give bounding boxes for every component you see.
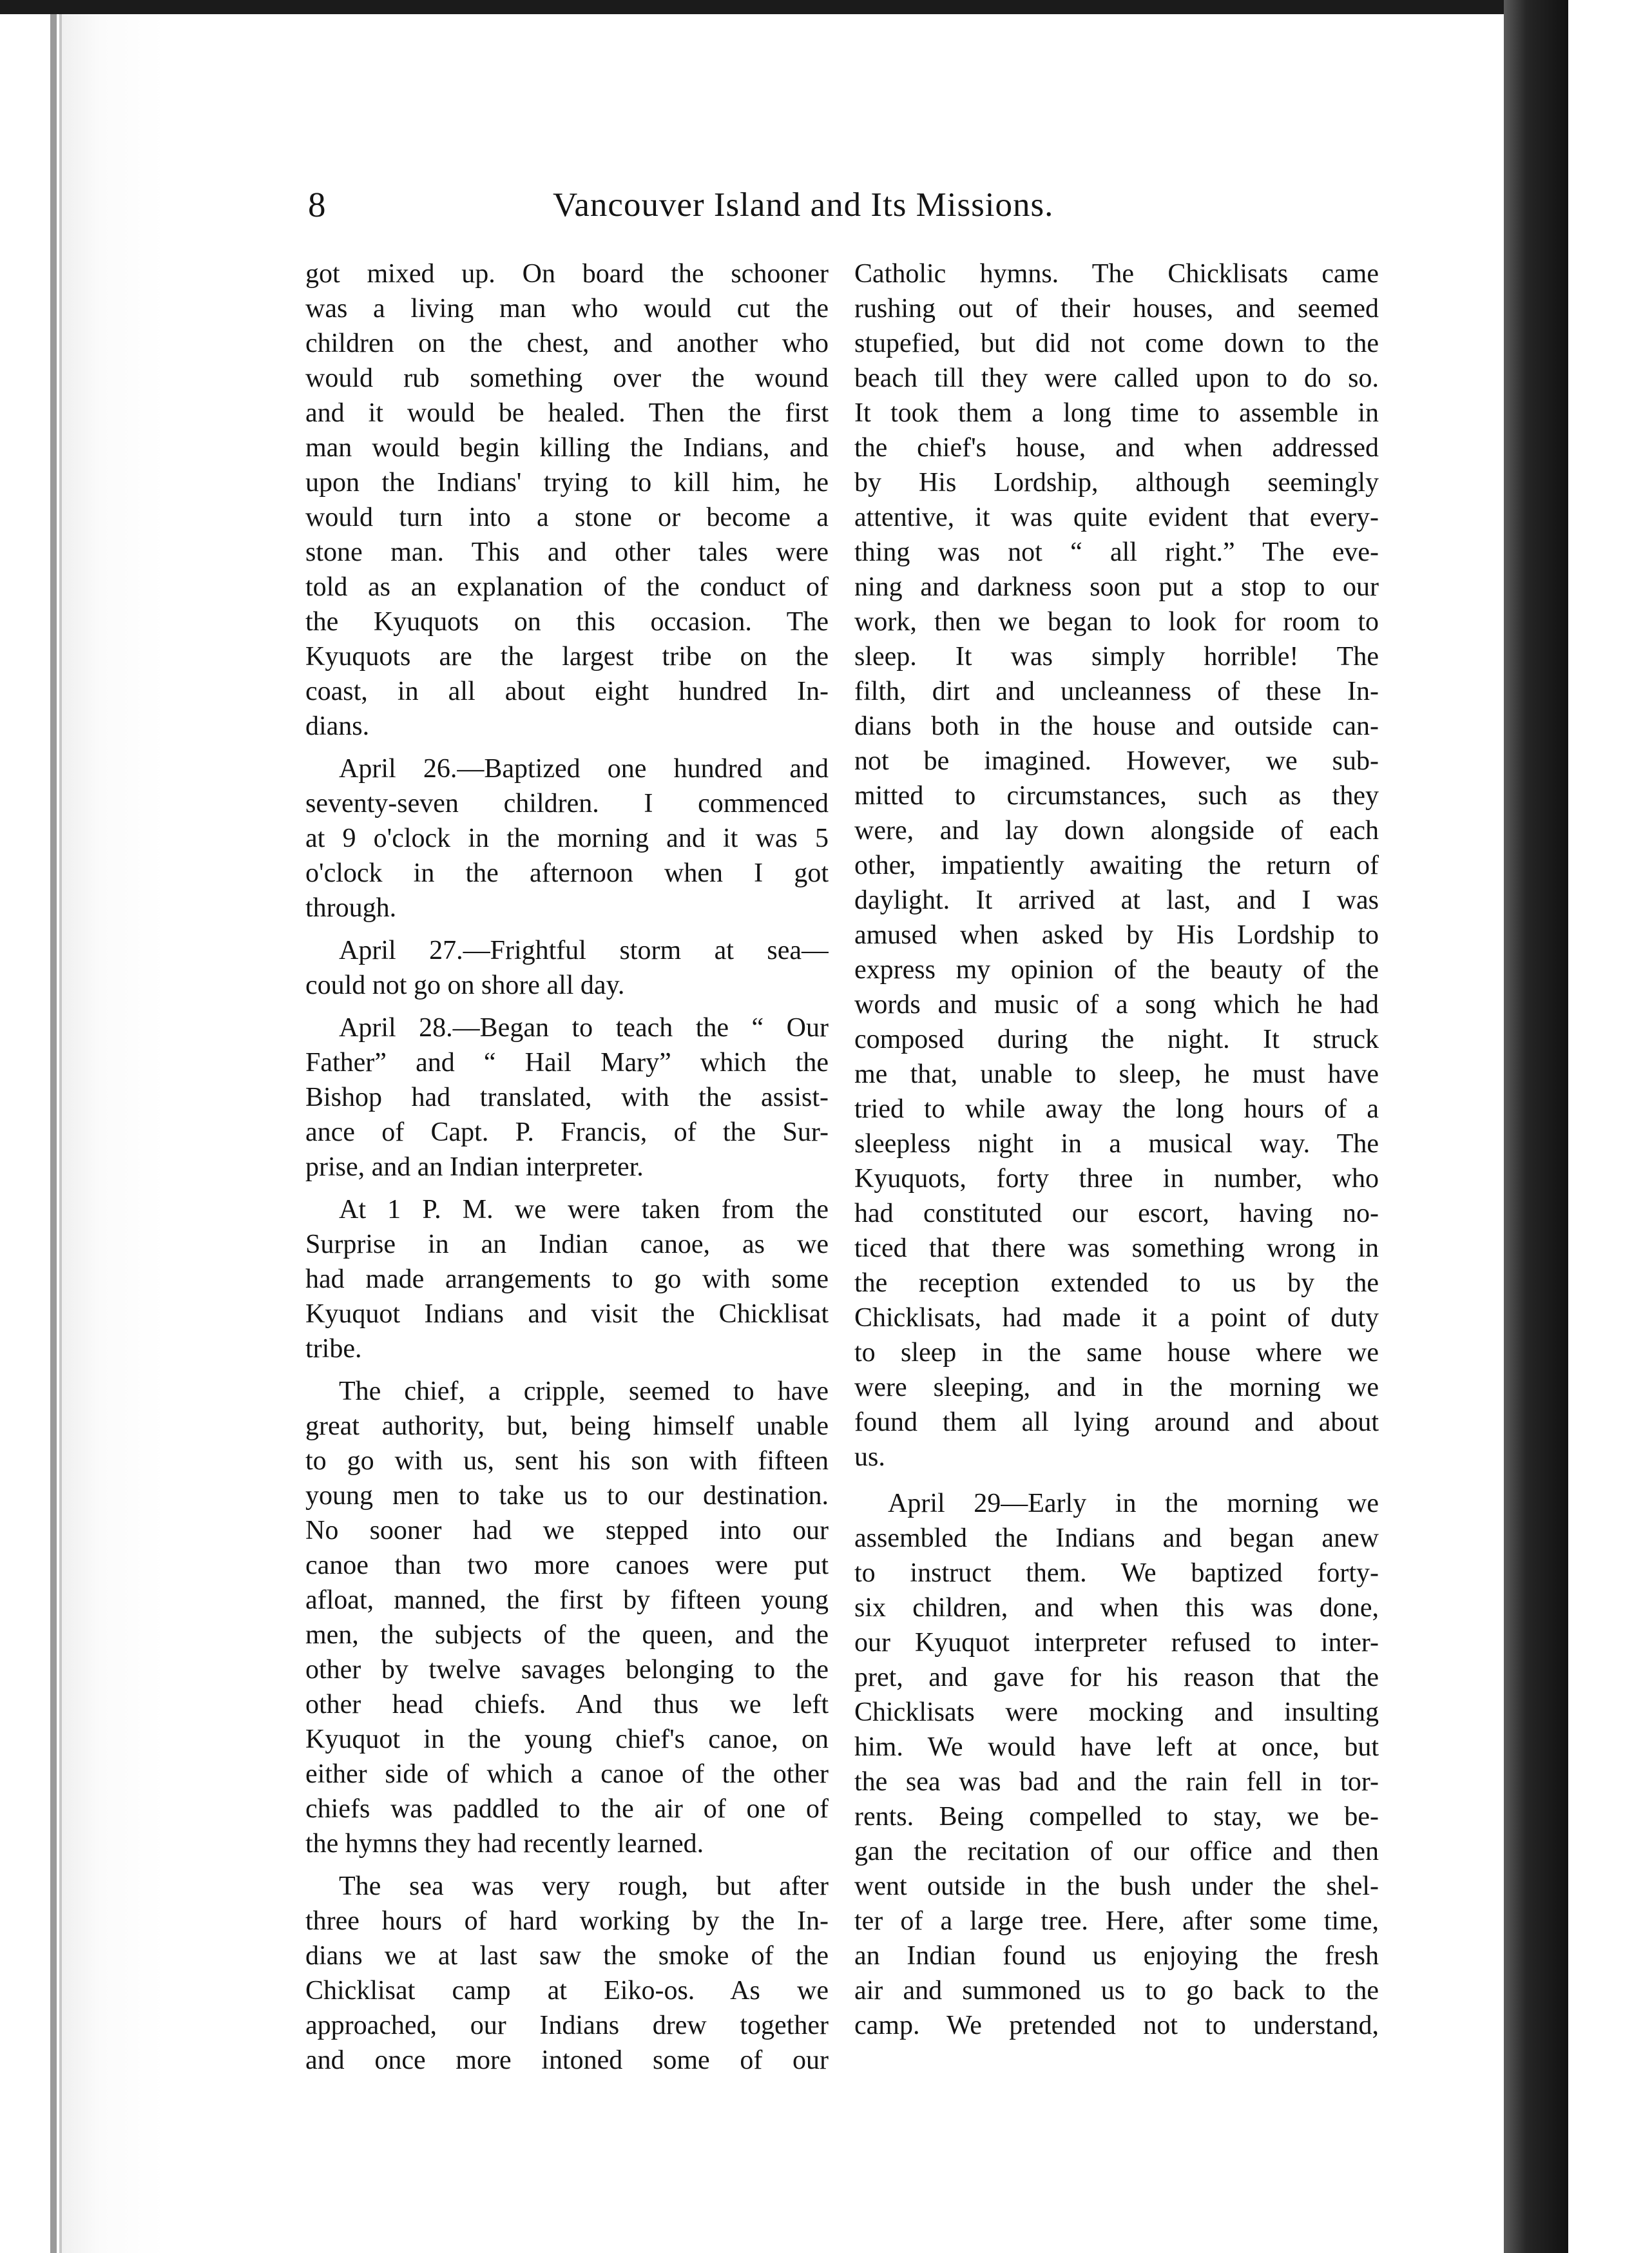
- text-line: composed during the night. It struck: [854, 1025, 1379, 1054]
- text-line: canoe than two more canoes were put: [305, 1551, 829, 1580]
- running-head: Vancouver Island and Its Missions.: [553, 186, 1054, 224]
- text-line: Kyuquot in the young chief's canoe, on: [305, 1725, 829, 1754]
- text-line: Bishop had translated, with the assist-: [305, 1083, 829, 1112]
- right-column: [854, 256, 1379, 2043]
- text-line: to go with us, sent his son with fifteen: [305, 1446, 829, 1476]
- text-line: approached, our Indians drew together: [305, 2011, 829, 2040]
- text-line: ter of a large tree. Here, after some time,: [854, 1906, 1379, 1936]
- left-column: [305, 256, 829, 2078]
- text-line: other head chiefs. And thus we left: [305, 1690, 829, 1719]
- text-line: our Kyuquot interpreter refused to inter-: [854, 1628, 1379, 1658]
- text-line: went outside in the bush under the shel-: [854, 1871, 1379, 1901]
- text-line: at 9 o'clock in the morning and it was 5: [305, 824, 829, 853]
- text-line: Kyuquots are the largest tribe on the: [305, 642, 829, 672]
- text-line: beach till they were called upon to do so.: [854, 363, 1379, 393]
- text-line: could not go on shore all day.: [305, 971, 625, 1000]
- text-line: by His Lordship, although seemingly: [854, 468, 1379, 498]
- text-line: Chicklisats, had made it a point of duty: [854, 1303, 1379, 1333]
- text-line: got mixed up. On board the schooner: [305, 259, 829, 289]
- text-line: sleepless night in a musical way. The: [854, 1129, 1379, 1159]
- text-line: pret, and gave for his reason that the: [854, 1663, 1379, 1692]
- text-line: three hours of hard working by the In-: [305, 1906, 829, 1936]
- page-header: [308, 182, 1143, 228]
- text-line: air and summoned us to go back to the: [854, 1976, 1379, 2006]
- text-line: dians we at last saw the smoke of the: [305, 1941, 829, 1971]
- text-line: told as an explanation of the conduct of: [305, 572, 829, 602]
- text-line: attentive, it was quite evident that every-: [854, 503, 1379, 532]
- text-line: six children, and when this was done,: [854, 1593, 1379, 1623]
- text-line: It took them a long time to assemble in: [854, 398, 1379, 428]
- text-line: The sea was very rough, but after: [339, 1871, 829, 1901]
- text-line: April 29—Early in the morning we: [888, 1489, 1379, 1518]
- text-line: Kyuquots, forty three in number, who: [854, 1164, 1379, 1194]
- text-line: the hymns they had recently learned.: [305, 1829, 704, 1859]
- text-line: prise, and an Indian interpreter.: [305, 1152, 644, 1182]
- text-line: had constituted our escort, having no-: [854, 1199, 1379, 1228]
- text-line: an Indian found us enjoying the fresh: [854, 1941, 1379, 1971]
- text-line: man would begin killing the Indians, and: [305, 433, 829, 463]
- text-line: the Kyuquots on this occasion. The: [305, 607, 829, 637]
- text-line: was a living man who would cut the: [305, 294, 829, 324]
- text-line: rents. Being compelled to stay, we be-: [854, 1802, 1379, 1832]
- text-line: to instruct them. We baptized forty-: [854, 1558, 1379, 1588]
- text-line: the chief's house, and when addressed: [854, 433, 1379, 463]
- text-line: words and music of a song which he had: [854, 990, 1379, 1020]
- text-line: gan the recitation of our office and then: [854, 1837, 1379, 1866]
- text-line: work, then we began to look for room to: [854, 607, 1379, 637]
- text-line: afloat, manned, the first by fifteen young: [305, 1585, 829, 1615]
- text-line: would rub something over the wound: [305, 363, 829, 393]
- text-line: had made arrangements to go with some: [305, 1264, 829, 1294]
- text-line: found them all lying around and about: [854, 1407, 1379, 1437]
- text-line: ance of Capt. P. Francis, of the Sur-: [305, 1117, 829, 1147]
- text-line: filth, dirt and uncleanness of these In-: [854, 677, 1379, 706]
- text-line: tribe.: [305, 1334, 362, 1364]
- text-line: children on the chest, and another who: [305, 329, 829, 358]
- text-line: mitted to circumstances, such as they: [854, 781, 1379, 811]
- text-line: not be imagined. However, we sub-: [854, 746, 1379, 776]
- text-line: assembled the Indians and began anew: [854, 1523, 1379, 1553]
- text-line: and once more intoned some of our: [305, 2045, 829, 2075]
- text-line: were sleeping, and in the morning we: [854, 1373, 1379, 1402]
- scan-right-margin: [1568, 0, 1652, 2253]
- text-line: Chicklisat camp at Eiko-os. As we: [305, 1976, 829, 2006]
- text-line: him. We would have left at once, but: [854, 1732, 1379, 1762]
- text-line: rushing out of their houses, and seemed: [854, 294, 1379, 324]
- text-line: men, the subjects of the queen, and the: [305, 1620, 829, 1650]
- text-line: tried to while away the long hours of a: [854, 1094, 1379, 1124]
- text-line: to sleep in the same house where we: [854, 1338, 1379, 1368]
- text-line: either side of which a canoe of the other: [305, 1759, 829, 1789]
- text-line: were, and lay down alongside of each: [854, 816, 1379, 846]
- scan-left-edge: [50, 14, 57, 2253]
- text-line: me that, unable to sleep, he must have: [854, 1059, 1379, 1089]
- text-line: sleep. It was simply horrible! The: [854, 642, 1379, 672]
- text-line: April 27.—Frightful storm at sea—: [339, 936, 829, 965]
- text-line: other by twelve savages belonging to the: [305, 1655, 829, 1685]
- scan-top-edge: [0, 0, 1652, 14]
- text-line: April 26.—Baptized one hundred and: [339, 754, 829, 784]
- text-line: No sooner had we stepped into our: [305, 1516, 829, 1545]
- text-line: dians both in the house and outside can-: [854, 711, 1379, 741]
- text-line: April 28.—Began to teach the “ Our: [339, 1013, 829, 1043]
- text-line: daylight. It arrived at last, and I was: [854, 885, 1379, 915]
- text-line: The chief, a cripple, seemed to have: [339, 1377, 829, 1406]
- text-line: amused when asked by His Lordship to: [854, 920, 1379, 950]
- page-number: 8: [308, 185, 326, 224]
- text-line: the sea was bad and the rain fell in tor-: [854, 1767, 1379, 1797]
- text-line: Chicklisats were mocking and insulting: [854, 1697, 1379, 1727]
- text-line: Father” and “ Hail Mary” which the: [305, 1048, 829, 1078]
- text-line: other, impatiently awaiting the return of: [854, 851, 1379, 880]
- text-line: great authority, but, being himself unable: [305, 1411, 829, 1441]
- text-line: dians.: [305, 711, 370, 741]
- text-line: chiefs was paddled to the air of one of: [305, 1794, 829, 1824]
- book-spine-shadow: [1504, 0, 1568, 2253]
- text-line: thing was not “ all right.” The eve-: [854, 537, 1379, 567]
- text-line: seventy-seven children. I commenced: [305, 789, 829, 818]
- text-line: ning and darkness soon put a stop to our: [854, 572, 1379, 602]
- text-line: camp. We pretended not to understand,: [854, 2011, 1379, 2040]
- text-line: would turn into a stone or become a: [305, 503, 829, 532]
- text-line: young men to take us to our destination.: [305, 1481, 829, 1511]
- text-line: o'clock in the afternoon when I got: [305, 858, 829, 888]
- text-line: upon the Indians' trying to kill him, he: [305, 468, 829, 498]
- text-line: Surprise in an Indian canoe, as we: [305, 1230, 829, 1259]
- text-line: us.: [854, 1442, 885, 1472]
- text-line: and it would be healed. Then the first: [305, 398, 829, 428]
- text-line: Catholic hymns. The Chicklisats came: [854, 259, 1379, 289]
- text-line: express my opinion of the beauty of the: [854, 955, 1379, 985]
- text-line: through.: [305, 893, 397, 923]
- text-line: At 1 P. M. we were taken from the: [339, 1195, 829, 1224]
- text-line: Kyuquot Indians and visit the Chicklisat: [305, 1299, 829, 1329]
- text-line: stupefied, but did not come down to the: [854, 329, 1379, 358]
- text-line: the reception extended to us by the: [854, 1268, 1379, 1298]
- text-line: ticed that there was something wrong in: [854, 1233, 1379, 1263]
- text-line: coast, in all about eight hundred In-: [305, 677, 829, 706]
- text-line: stone man. This and other tales were: [305, 537, 829, 567]
